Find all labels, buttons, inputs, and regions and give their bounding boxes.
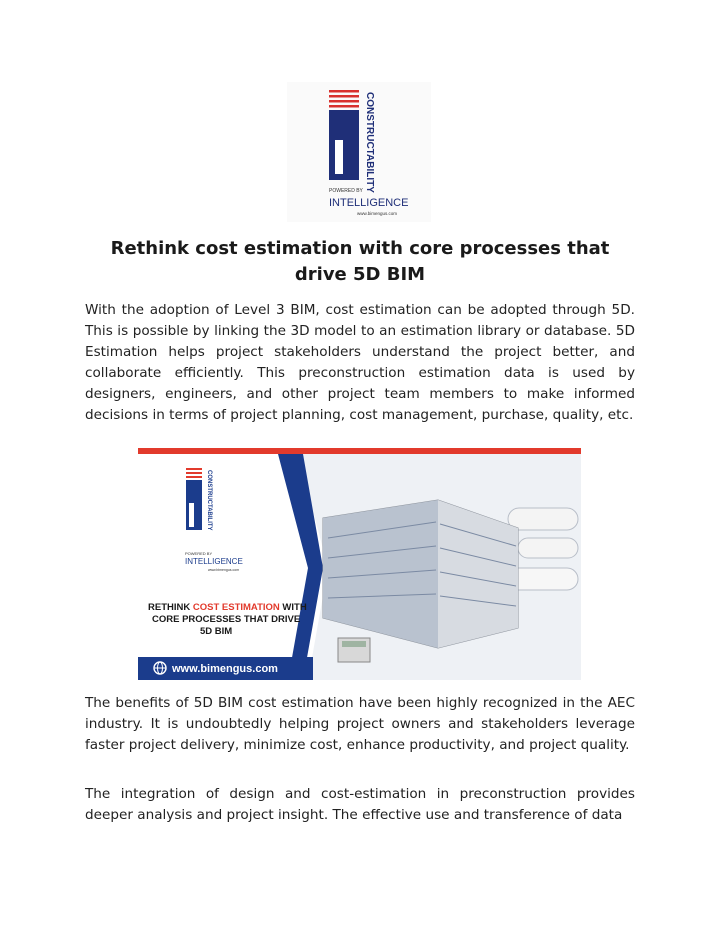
banner-powered-by: POWERED BY	[185, 551, 213, 556]
banner-footer-url: www.bimengus.com	[172, 663, 278, 675]
logo-powered-by: POWERED BY	[329, 188, 363, 194]
banner-vertical-text: CONSTRUCTABILITY	[206, 470, 212, 531]
logo-url: www.bimengus.com	[357, 211, 398, 216]
logo-vertical-text: CONSTRUCTABILITY	[364, 92, 375, 193]
constructability-logo-graphic	[287, 82, 431, 222]
paragraph-1: With the adoption of Level 3 BIM, cost estimation can be adopted through 5D. This is possible by linking the 3D model to an estimation library or database. 5D Estimation helps project stakeholders understand the project better, and collaborate efficiently. This preconstruction estimation data is used by designers, engineers, and other project team members to make informed decisions in terms of project planning, cost management, purchase, quality, etc.	[85, 302, 635, 423]
banner-headline-line1: RETHINK COST ESTIMATION WITH	[148, 602, 307, 613]
banner-intelligence: INTELLIGENCE	[185, 557, 243, 566]
banner-headline-line3: 5D BIM	[200, 626, 233, 637]
constructability-logo	[287, 82, 431, 222]
document-title: Rethink cost estimation with core processes that drive 5D BIM	[110, 238, 610, 285]
paragraph-2: The benefits of 5D BIM cost estimation have been highly recognized in the AEC industry. It is undoubtedly helping project owners and stakeholders leverage faster project delivery, minimize cost, enhance productivity, and project quality.	[85, 695, 635, 753]
banner-small-url: www.bimengus.com	[208, 568, 240, 572]
article-banner	[138, 448, 581, 680]
banner-headline-line2: CORE PROCESSES THAT DRIVE	[152, 614, 301, 625]
paragraph-3: The integration of design and cost-estimation in preconstruction provides deeper analysis and project insight. The effective use and transference of data	[85, 786, 635, 823]
banner-graphic	[138, 448, 581, 680]
logo-intelligence: INTELLIGENCE	[329, 197, 409, 209]
